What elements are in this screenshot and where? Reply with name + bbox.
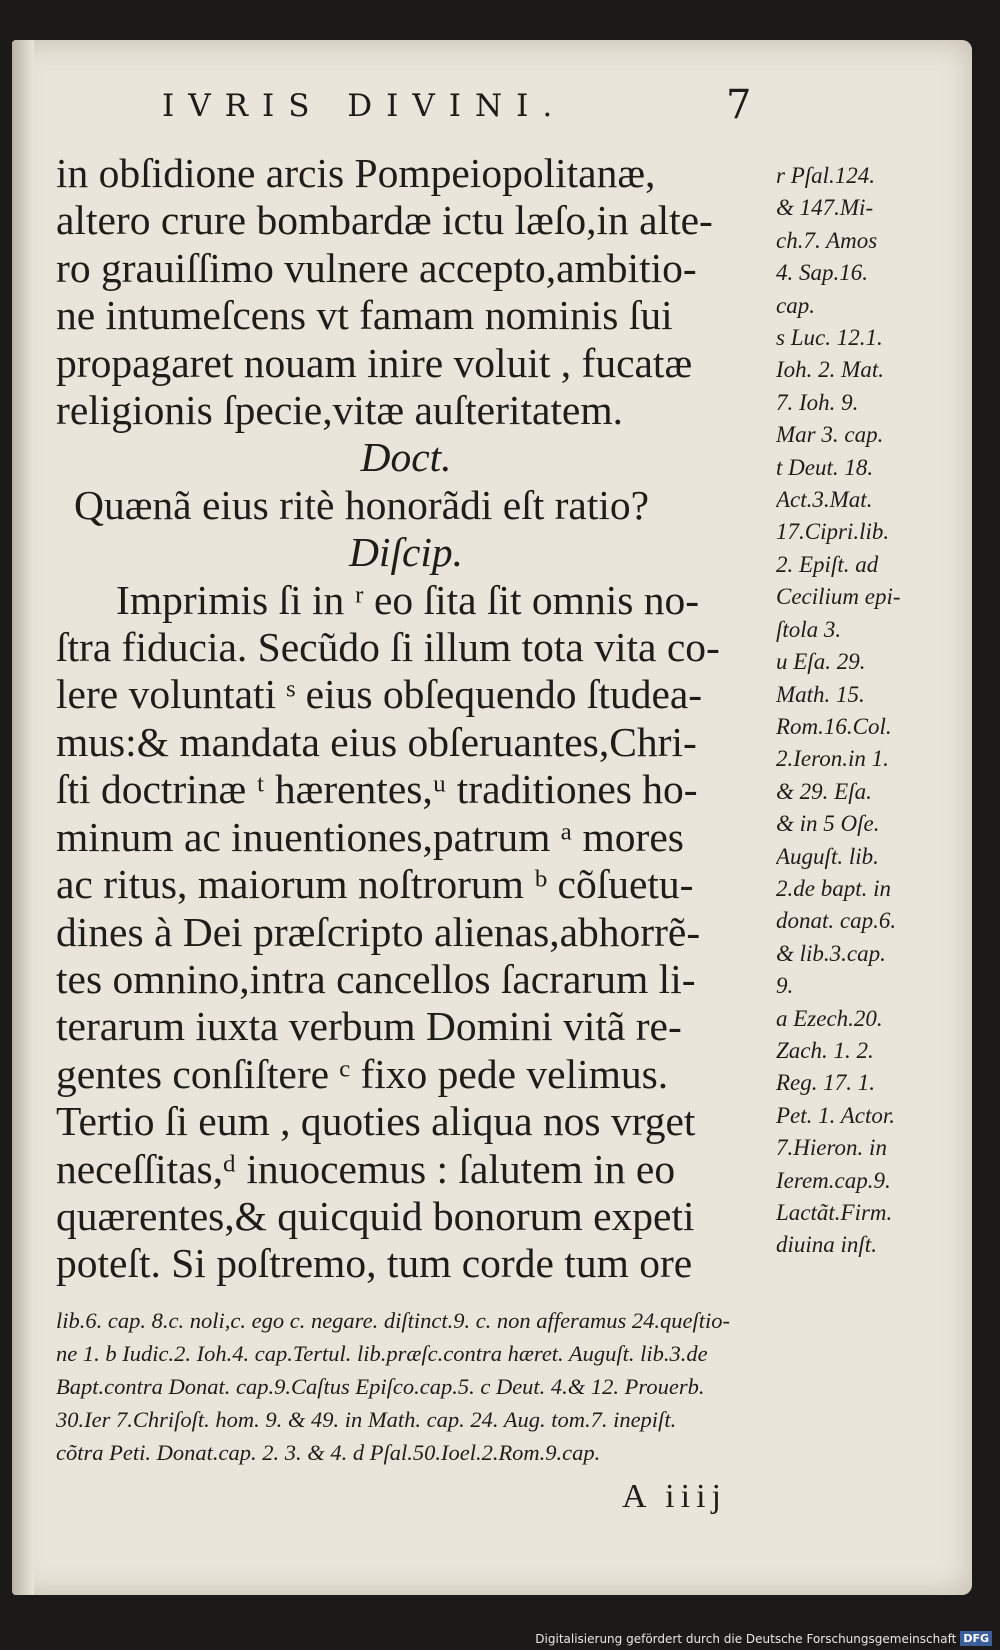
text-line: in obſidione arcis Pompeiopolitanæ,	[56, 150, 656, 196]
margin-note: ſtola 3.	[776, 616, 842, 642]
margin-note: Mar 3. cap.	[776, 422, 884, 448]
margin-note: t Deut. 18.	[776, 454, 874, 480]
text-line: propagaret nouam inire voluit , fucatæ	[56, 339, 693, 386]
text-line: poteſt. Si poſtremo, tum corde tum ore	[56, 1240, 693, 1287]
text-line: Diſcip.	[348, 529, 464, 576]
text-line: religionis ſpecie,vitæ auſteritatem.	[56, 387, 623, 434]
margin-note: Auguſt. lib.	[776, 843, 879, 869]
footnotes-block	[56, 1304, 936, 1469]
margin-note: s Luc. 12.1.	[776, 325, 883, 351]
text-line: Tertio ſi eum , quoties aliqua nos vrget	[56, 1098, 696, 1145]
margin-note: Act.3.Mat.	[776, 487, 873, 513]
text-line: Quænã eius ritè honorãdi eſt ratio?	[74, 481, 650, 528]
margin-note: diuina inſt.	[776, 1232, 877, 1258]
dfg-logo-icon: DFG	[960, 1631, 992, 1646]
margin-note: cap.	[776, 292, 815, 318]
book-page	[12, 40, 972, 1595]
footnote-line: cõtra Peti. Donat.cap. 2. 3. & 4. d Pſal.50.Ioel.2.Rom.9.cap.	[56, 1440, 601, 1465]
margin-note: Rom.16.Col.	[776, 713, 892, 739]
margin-note: 2.Ieron.in 1.	[776, 746, 889, 772]
margin-note: & in 5 Oſe.	[776, 811, 880, 837]
text-line: ne intumeſcens vt famam nominis ſui	[56, 292, 673, 339]
running-head: IVRIS DIVINI.	[162, 88, 567, 124]
margin-note: Ierem.cap.9.	[776, 1167, 891, 1193]
text-line: ſtra fiducia. Secũdo ſi illum tota vita co-	[56, 624, 720, 671]
page-spine-shadow	[12, 40, 34, 1595]
text-line: neceſſitas,ᵈ inuocemus : ſalutem in eo	[56, 1145, 676, 1192]
text-line: mus:& mandata eius obſeruantes,Chri-	[56, 718, 697, 765]
text-line: minum ac inuentiones,patrum ᵃ mores	[56, 813, 684, 860]
text-line: ro grauiſſimo vulnere accepto,ambitio-	[56, 244, 697, 291]
text-line: Imprimis ſi in ʳ eo ſita ſit omnis no-	[116, 576, 700, 623]
margin-note: Lactãt.Firm.	[776, 1200, 893, 1225]
margin-note: 9.	[776, 973, 794, 999]
margin-note: & 147.Mi-	[776, 195, 874, 221]
footnote-line: 30.Ier 7.Chriſoſt. hom. 9. & 49. in Math. cap. 24. Aug. tom.7. inepiſt.	[56, 1407, 677, 1432]
footnote-line: lib.6. cap. 8.c. noli,c. ego c. negare. diſtinct.9. c. non afferamus 24.queſtio-	[56, 1308, 731, 1333]
text-line: gentes conſiſtere ᶜ fixo pede velimus.	[56, 1050, 669, 1097]
text-line: tes omnino,intra cancellos ſacrarum li-	[56, 955, 696, 1002]
margin-note: 2. Epiſt. ad	[776, 551, 879, 577]
margin-note: Reg. 17. 1.	[776, 1070, 876, 1096]
margin-note: & lib.3.cap.	[776, 940, 886, 966]
margin-note: a Ezech.20.	[776, 1005, 883, 1031]
text-line: altero crure bombardæ ictu læſo,in alte-	[56, 197, 713, 244]
text-line: terarum iuxta verbum Domini vitã re-	[56, 1003, 682, 1050]
text-line: Doct.	[360, 434, 452, 481]
signature-mark: A iiij	[622, 1478, 727, 1515]
margin-note: r Pſal.124.	[776, 163, 876, 188]
main-text-block	[56, 150, 756, 1288]
margin-notes	[776, 160, 926, 1262]
footnote-line: ne 1. b Iudic.2. Ioh.4. cap.Tertul. lib.præſc.contra hæret. Auguſt. lib.3.de	[56, 1341, 708, 1366]
margin-note: 4. Sap.16.	[776, 260, 868, 286]
margin-note: u Eſa. 29.	[776, 649, 866, 675]
page-number: 7	[726, 82, 752, 128]
margin-note: & 29. Eſa.	[776, 778, 872, 804]
text-line: quærentes,& quicquid bonorum expeti	[56, 1192, 695, 1239]
margin-note: Math. 15.	[776, 681, 865, 707]
margin-note: Ioh. 2. Mat.	[776, 357, 884, 383]
digitization-credit: Digitalisierung gefördert durch die Deutsche Forschungsgemeinschaft	[535, 1631, 957, 1646]
margin-note: Pet. 1. Actor.	[776, 1102, 896, 1128]
margin-note: 17.Cipri.lib.	[776, 519, 890, 545]
margin-note: ch.7. Amos	[776, 227, 878, 253]
digitization-footer	[535, 1631, 992, 1646]
margin-note: 7. Ioh. 9.	[776, 389, 859, 415]
text-line: dines à Dei præſcripto alienas,abhorrẽ-	[56, 908, 701, 955]
margin-note: donat. cap.6.	[776, 908, 897, 934]
margin-note: 7.Hieron. in	[776, 1135, 887, 1161]
margin-note: 2.de bapt. in	[776, 875, 891, 901]
text-line: ſti doctrinæ ᵗ hærentes,ᵘ traditiones ho-	[56, 766, 698, 813]
margin-note: Cecilium epi-	[776, 584, 901, 610]
text-line: ac ritus, maiorum noſtrorum ᵇ cõſuetu-	[56, 861, 694, 908]
text-line: lere voluntati ˢ eius obſequendo ſtudea-	[56, 671, 703, 718]
margin-note: Zach. 1. 2.	[776, 1037, 874, 1063]
footnote-line: Bapt.contra Donat. cap.9.Caſtus Epiſco.cap.5. c Deut. 4.& 12. Prouerb.	[56, 1374, 705, 1399]
